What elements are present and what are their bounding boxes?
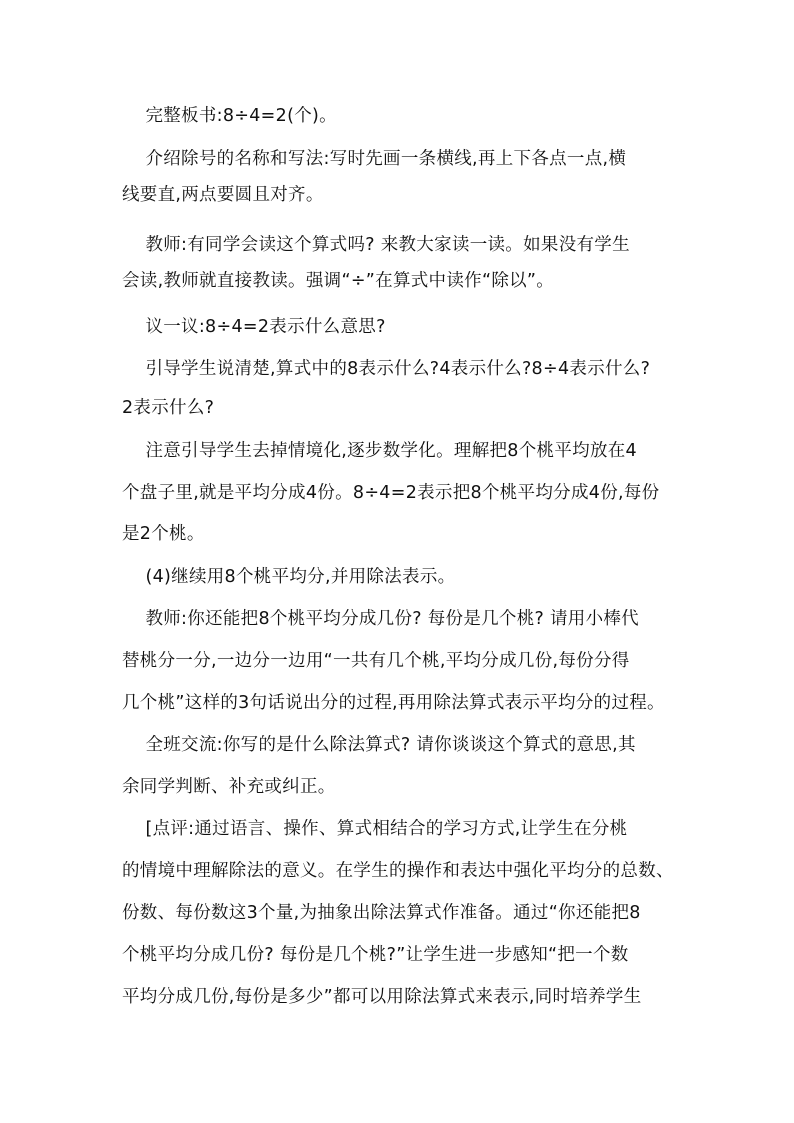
text-line: 个盘子里,就是平均分成4份。8÷4=2表示把8个桃平均分成4份,每份 [122, 483, 660, 503]
text-line: 份数、每份数这3个量,为抽象出除法算式作准备。通过“你还能把8 [122, 903, 641, 923]
text-line: 2表示什么? [122, 398, 215, 418]
text-line: 余同学判断、补充或纠正。 [122, 777, 336, 797]
text-line: 是2个桃。 [122, 524, 205, 544]
text-line: 几个桃”这样的3句话说出分的过程,再用除法算式表示平均分的过程。 [122, 693, 665, 713]
text-line: 线要直,两点要圆且对齐。 [122, 185, 324, 205]
text-line: [点评:通过语言、操作、算式相结合的学习方式,让学生在分桃 [122, 819, 628, 839]
text-line: 平均分成几份,每份是多少”都可以用除法算式来表示,同时培养学生 [122, 987, 642, 1007]
text-line: 完整板书:8÷4=2(个)。 [122, 106, 337, 126]
text-line: 注意引导学生去掉情境化,逐步数学化。理解把8个桃平均放在4 [122, 441, 637, 461]
text-line: 议一议:8÷4=2表示什么意思? [122, 317, 386, 337]
text-line: 的情境中理解除法的意义。在学生的操作和表达中强化平均分的总数、 [122, 861, 674, 881]
text-line: 介绍除号的名称和写法:写时先画一条横线,再上下各点一点,横 [122, 149, 627, 169]
text-line: 会读,教师就直接教读。强调“÷”在算式中读作“除以”。 [122, 271, 555, 291]
text-line: 全班交流:你写的是什么除法算式? 请你谈谈这个算式的意思,其 [122, 735, 636, 755]
text-line: 个桃平均分成几份? 每份是几个桃?”让学生进一步感知“把一个数 [122, 945, 629, 965]
text-line: 教师:你还能把8个桃平均分成几份? 每份是几个桃? 请用小棒代 [122, 609, 639, 629]
text-line: 替桃分一分,一边分一边用“一共有几个桃,平均分成几份,每份分得 [122, 651, 630, 671]
text-line: (4)继续用8个桃平均分,并用除法表示。 [122, 567, 456, 587]
text-line: 引导学生说清楚,算式中的8表示什么?4表示什么?8÷4表示什么? [122, 359, 651, 379]
text-line: 教师:有同学会读这个算式吗? 来教大家读一读。如果没有学生 [122, 235, 630, 255]
